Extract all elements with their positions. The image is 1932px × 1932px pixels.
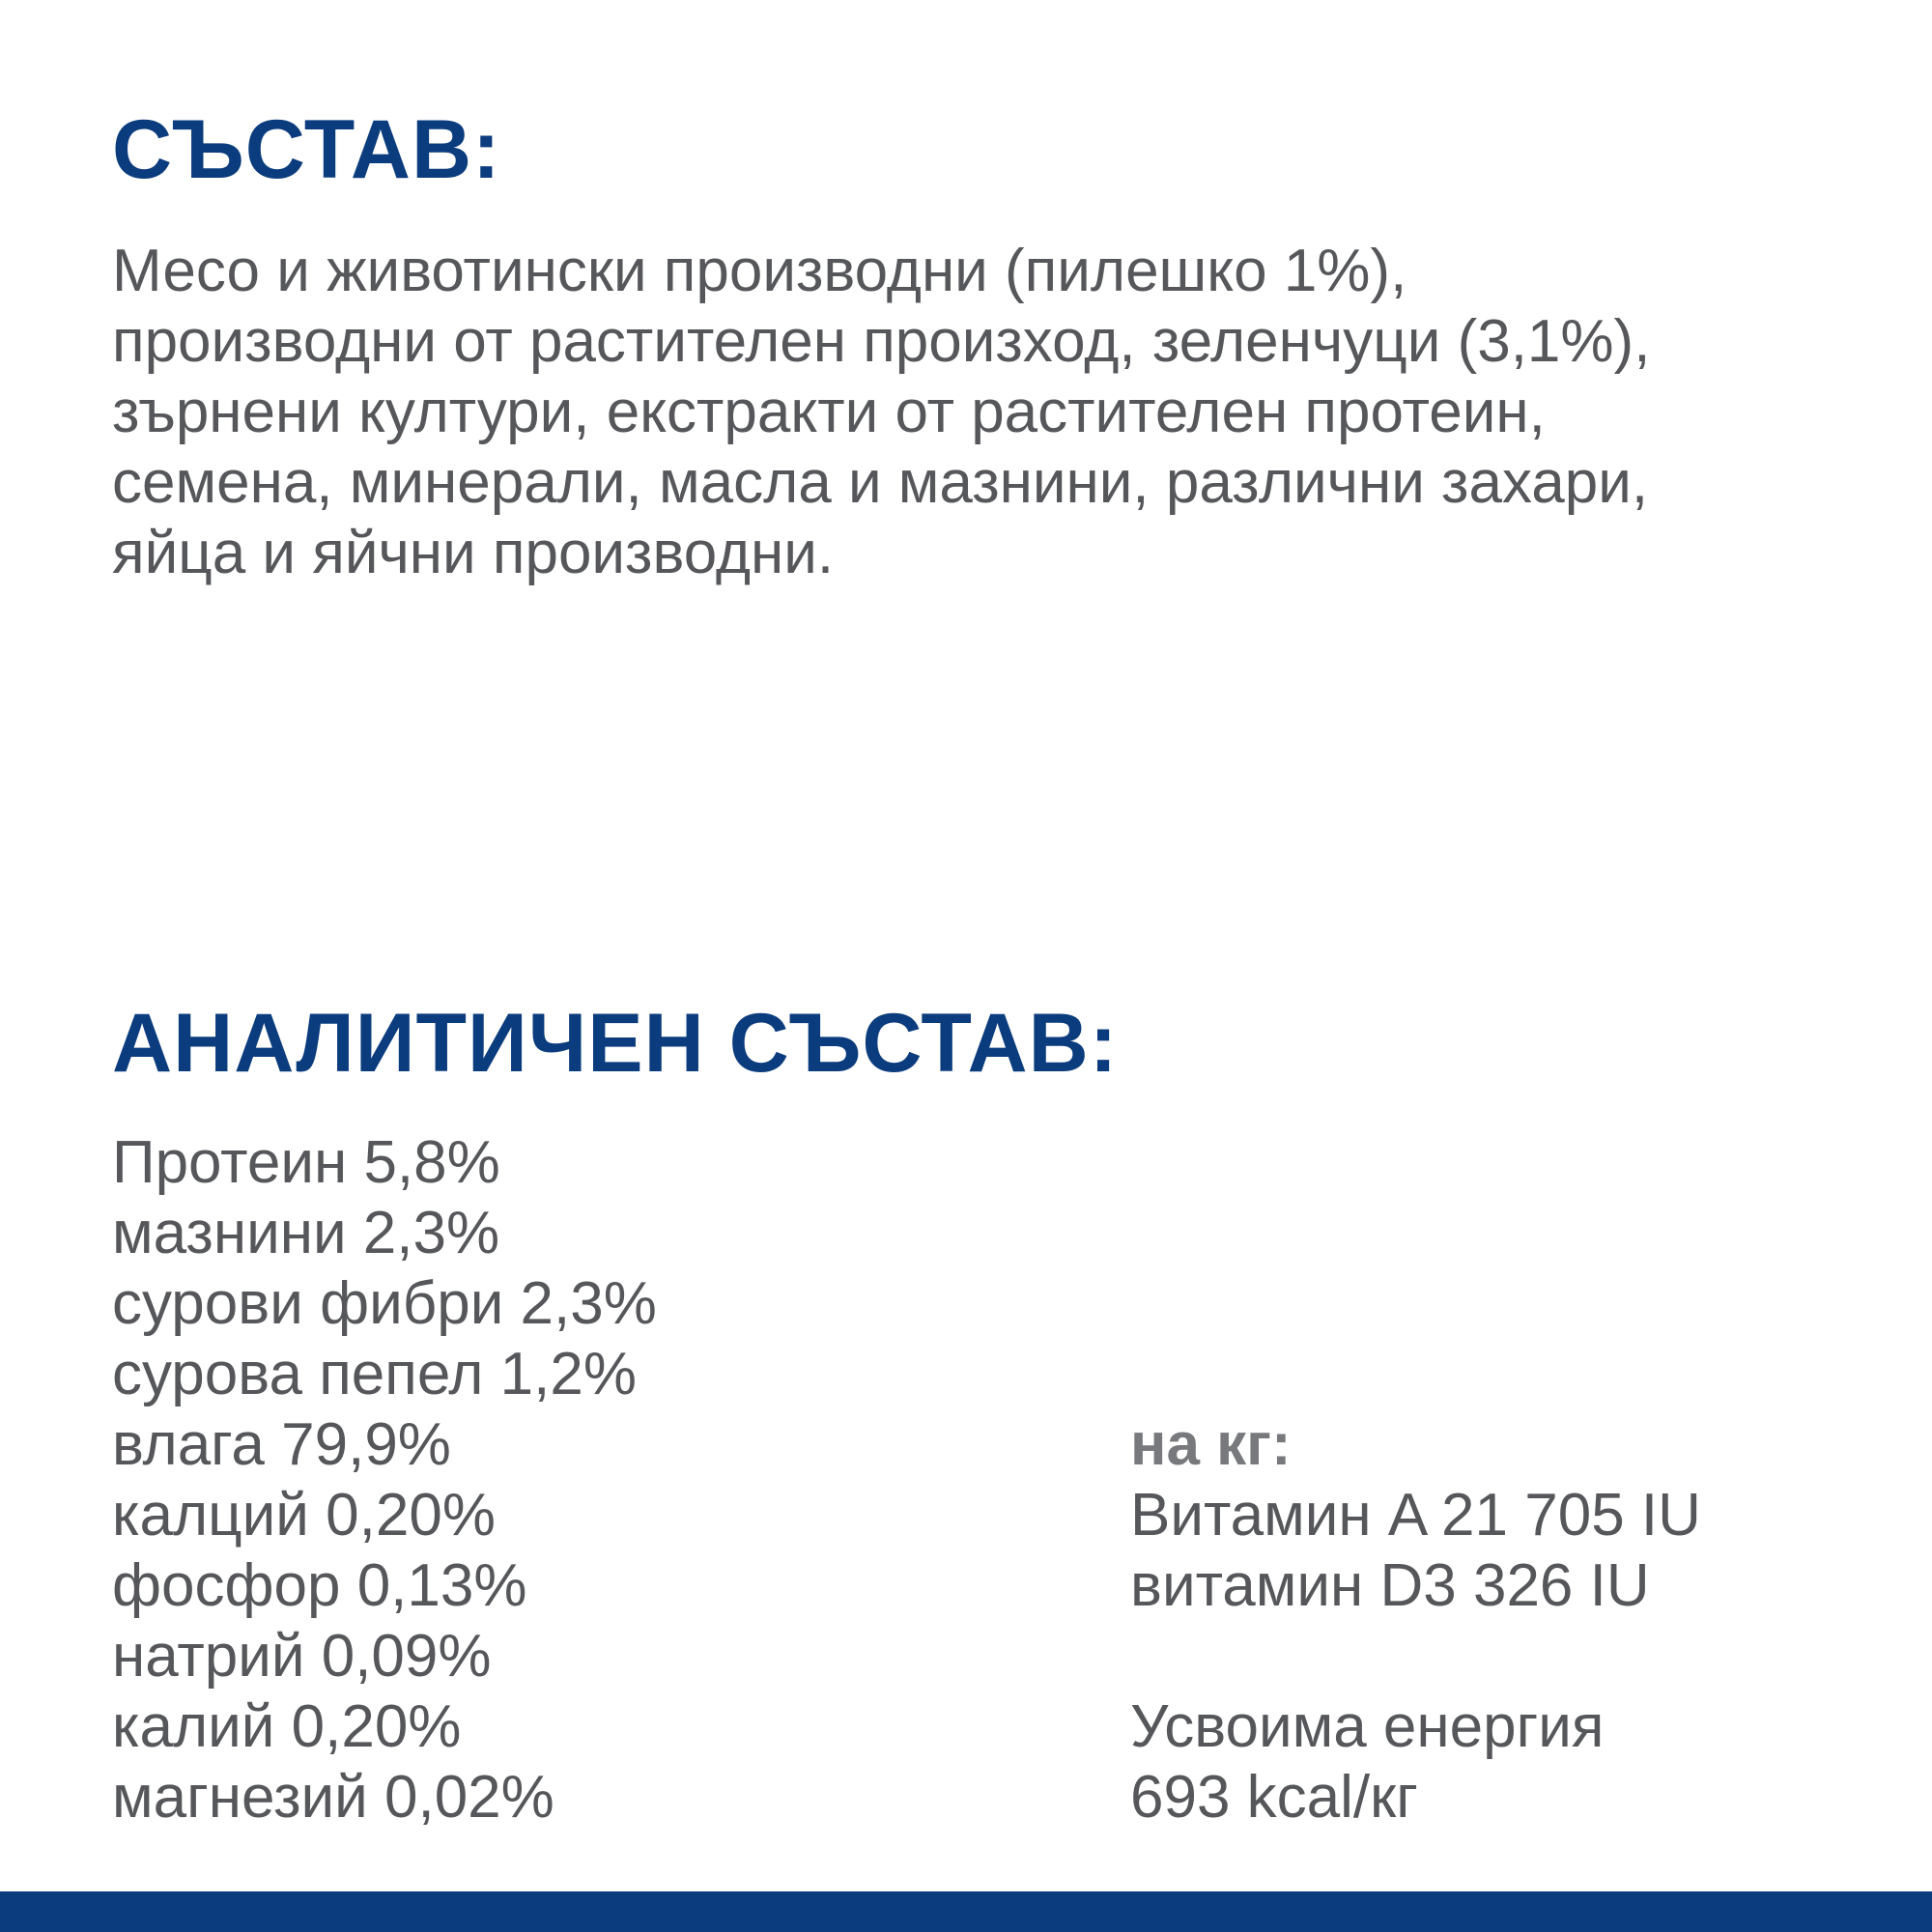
composition-line: производни от растителен произход, зеленчуци (3,1%), (112, 308, 1651, 375)
composition-text (112, 236, 1909, 588)
per-kg-block (1130, 1409, 1701, 1833)
analytic-heading: АНАЛИТИЧЕН СЪСТАВ: (112, 997, 1119, 1090)
bottom-bar (0, 1891, 1932, 1932)
composition-line: яйца и яйчни производни. (112, 520, 835, 586)
analytic-item: фосфор 0,13% (112, 1552, 527, 1619)
energy-value: 693 kcal/кг (1130, 1764, 1418, 1831)
per-kg-label: на кг: (1130, 1411, 1292, 1478)
analytic-item: натрий 0,09% (112, 1623, 492, 1690)
analytic-item: мазнини 2,3% (112, 1200, 500, 1266)
spacer (1130, 1621, 1701, 1691)
composition-line: семена, минерали, масла и мазнини, различни захари, (112, 449, 1649, 516)
analytic-item: влага 79,9% (112, 1411, 451, 1478)
analytic-item: магнезий 0,02% (112, 1764, 554, 1831)
vitamin-a-value: Витамин A 21 705 IU (1130, 1482, 1701, 1548)
composition-line: Месо и животински производни (пилешко 1%), (112, 238, 1407, 304)
analytic-item: Протеин 5,8% (112, 1129, 500, 1196)
analytic-list (112, 1127, 657, 1833)
composition-line: зърнени култури, екстракти от растителен протеин, (112, 379, 1546, 445)
energy-label: Усвоима енергия (1130, 1693, 1605, 1760)
analytic-item: сурови фибри 2,3% (112, 1270, 657, 1337)
composition-heading: СЪСТАВ: (112, 103, 501, 196)
analytic-item: калций 0,20% (112, 1482, 496, 1548)
analytic-item: сурова пепел 1,2% (112, 1341, 637, 1407)
vitamin-d3-value: витамин D3 326 IU (1130, 1552, 1650, 1619)
analytic-item: калий 0,20% (112, 1693, 462, 1760)
